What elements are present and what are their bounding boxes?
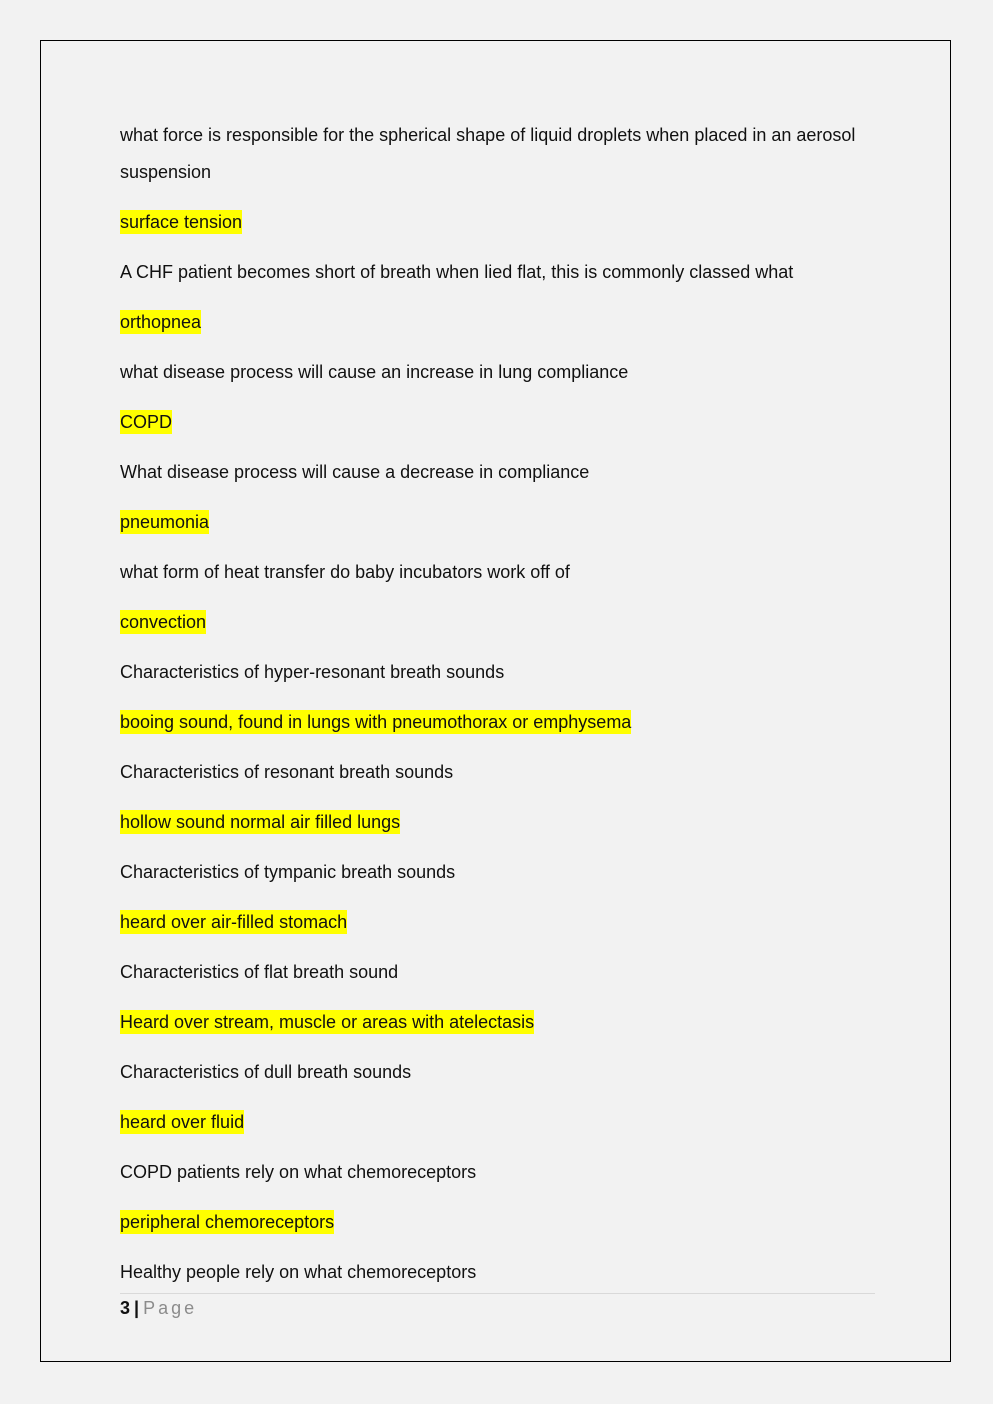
highlighted-answer-text: heard over air-filled stomach [120, 912, 348, 932]
footer-divider [120, 1293, 875, 1294]
question-text: Characteristics of resonant breath sounds [120, 762, 454, 782]
answer-paragraph [120, 604, 880, 641]
highlighted-answer-text: Heard over stream, muscle or areas with atelectasis [120, 1012, 535, 1032]
answer-paragraph [120, 204, 880, 241]
question-paragraph [120, 954, 880, 991]
highlighted-answer-text: pneumonia [120, 512, 210, 532]
highlighted-answer-text: orthopnea [120, 312, 202, 332]
question-paragraph [120, 754, 880, 791]
highlighted-answer-text: convection [120, 612, 207, 632]
question-paragraph [120, 254, 880, 291]
answer-paragraph [120, 1104, 880, 1141]
question-text: A CHF patient becomes short of breath when lied flat, this is commonly classed what [120, 262, 794, 282]
question-text: Characteristics of flat breath sound [120, 962, 399, 982]
highlighted-answer-text: surface tension [120, 212, 243, 232]
answer-paragraph [120, 504, 880, 541]
question-text: What disease process will cause a decrease in compliance [120, 462, 590, 482]
question-text: what form of heat transfer do baby incubators work off of [120, 562, 570, 582]
highlighted-answer-text: heard over fluid [120, 1112, 245, 1132]
answer-paragraph [120, 904, 880, 941]
question-text: Characteristics of hyper-resonant breath sounds [120, 662, 505, 682]
highlighted-answer-text: peripheral chemoreceptors [120, 1212, 335, 1232]
question-text: COPD patients rely on what chemoreceptors [120, 1162, 477, 1182]
answer-paragraph [120, 1004, 880, 1041]
document-page [40, 40, 951, 1362]
page-number: 3 [120, 1298, 131, 1318]
answer-paragraph [120, 404, 880, 441]
answer-paragraph [120, 304, 880, 341]
question-paragraph [120, 1054, 880, 1091]
question-text: Characteristics of tympanic breath sounds [120, 862, 456, 882]
answer-paragraph [120, 804, 880, 841]
question-text: what force is responsible for the spherical shape of liquid droplets when placed in an aerosol suspension [120, 125, 856, 182]
question-paragraph [120, 117, 880, 191]
question-text: Healthy people rely on what chemoreceptors [120, 1262, 477, 1282]
question-paragraph [120, 354, 880, 391]
answer-paragraph [120, 704, 880, 741]
highlighted-answer-text: COPD [120, 412, 173, 432]
question-paragraph [120, 1154, 880, 1191]
question-text: Characteristics of dull breath sounds [120, 1062, 412, 1082]
question-paragraph [120, 854, 880, 891]
footer-separator: | [134, 1298, 140, 1318]
question-paragraph [120, 454, 880, 491]
question-paragraph [120, 1254, 880, 1291]
page-label: Page [143, 1298, 198, 1318]
question-paragraph [120, 554, 880, 591]
document-body [120, 117, 880, 1304]
highlighted-answer-text: hollow sound normal air filled lungs [120, 812, 401, 832]
question-text: what disease process will cause an increase in lung compliance [120, 362, 629, 382]
page-footer [120, 1297, 197, 1319]
answer-paragraph [120, 1204, 880, 1241]
question-paragraph [120, 654, 880, 691]
highlighted-answer-text: booing sound, found in lungs with pneumothorax or emphysema [120, 712, 632, 732]
